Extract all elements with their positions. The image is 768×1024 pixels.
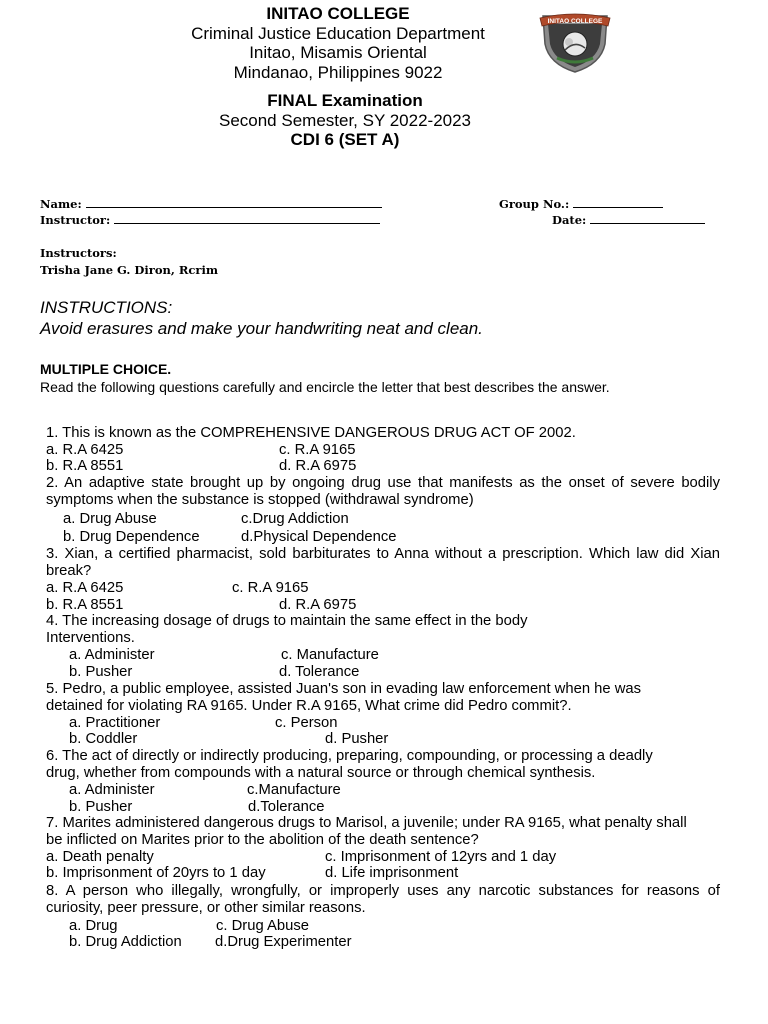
name-field — [40, 197, 382, 211]
question-6-stem: 6. The act of directly or indirectly producing, preparing, compounding, or processing a deadly — [46, 748, 653, 764]
question-6-stem-continued: drug, whether from compounds with a natural source or through chemical synthesis. — [46, 765, 596, 781]
instructor-blank[interactable] — [114, 213, 380, 224]
instructors-label: Instructors: — [40, 246, 117, 260]
question-4-stem-continued: Interventions. — [46, 630, 135, 646]
question-6-option-a[interactable]: a. Administer — [69, 782, 155, 798]
question-4-option-c[interactable]: c. Manufacture — [281, 647, 379, 663]
question-3-stem: 3. Xian, a certified pharmacist, sold barbiturates to Anna without a prescription. Which law did Xian break? — [46, 546, 720, 579]
question-8-option-b[interactable]: b. Drug Addiction — [69, 934, 182, 950]
question-5-stem-continued: detained for violating RA 9165. Under R.A 9165, What crime did Pedro commit?. — [46, 698, 572, 714]
question-2-option-c[interactable]: c.Drug Addiction — [241, 511, 349, 527]
question-5-stem: 5. Pedro, a public employee, assisted Juan's son in evading law enforcement when he was — [46, 681, 642, 697]
question-1-option-b[interactable]: b. R.A 8551 — [46, 458, 124, 474]
question-3-option-d[interactable]: d. R.A 6975 — [279, 597, 357, 613]
name-blank[interactable] — [86, 197, 382, 208]
question-2-option-d[interactable]: d.Physical Dependence — [241, 529, 397, 545]
seal-text: INITAO COLLEGE — [547, 18, 603, 25]
section-directions: Read the following questions carefully and encircle the letter that best describes the answer. — [40, 379, 610, 395]
group-field — [499, 197, 663, 211]
question-1-stem: 1. This is known as the COMPREHENSIVE DANGEROUS DRUG ACT OF 2002. — [46, 425, 576, 441]
region-address: Mindanao, Philippines 9022 — [233, 62, 443, 82]
exam-course: CDI 6 (SET A) — [290, 130, 400, 149]
question-7-option-a[interactable]: a. Death penalty — [46, 849, 154, 865]
college-name: INITAO COLLEGE — [266, 4, 410, 23]
question-4-option-b[interactable]: b. Pusher — [69, 664, 133, 680]
question-1-option-a[interactable]: a. R.A 6425 — [46, 442, 124, 458]
instructions-text: Avoid erasures and make your handwriting neat and clean. — [40, 319, 483, 338]
question-5-option-b[interactable]: b. Coddler — [69, 731, 138, 747]
question-3-option-a[interactable]: a. R.A 6425 — [46, 580, 124, 596]
question-2-stem: 2. An adaptive state brought up by ongoing drug use that manifests as the onset of severe bodily symptoms when the substance is stopped (withdrawal syndrome) — [46, 475, 720, 508]
department-name: Criminal Justice Education Department — [191, 23, 485, 43]
question-7-option-b[interactable]: b. Imprisonment of 20yrs to 1 day — [46, 865, 266, 881]
question-2-option-a[interactable]: a. Drug Abuse — [63, 511, 157, 527]
group-label: Group No.: — [499, 197, 570, 211]
question-6-option-b[interactable]: b. Pusher — [69, 799, 133, 815]
question-5-option-c[interactable]: c. Person — [275, 715, 338, 731]
instructions-title: INSTRUCTIONS: — [40, 298, 173, 317]
question-1-option-c[interactable]: c. R.A 9165 — [279, 442, 356, 458]
question-4-option-a[interactable]: a. Administer — [69, 647, 155, 663]
question-6-option-c[interactable]: c.Manufacture — [247, 782, 341, 798]
question-8-option-a[interactable]: a. Drug — [69, 918, 118, 934]
exam-semester: Second Semester, SY 2022-2023 — [218, 110, 472, 130]
question-3-option-c[interactable]: c. R.A 9165 — [232, 580, 309, 596]
section-title: MULTIPLE CHOICE. — [40, 361, 172, 377]
question-2-option-b[interactable]: b. Drug Dependence — [63, 529, 200, 545]
date-label: Date: — [552, 213, 587, 227]
group-blank[interactable] — [573, 197, 663, 208]
question-8-option-d[interactable]: d.Drug Experimenter — [215, 934, 352, 950]
instructor-name: Trisha Jane G. Diron, Rcrim — [40, 263, 219, 277]
exam-title: FINAL Examination — [267, 91, 423, 110]
question-6-option-d[interactable]: d.Tolerance — [248, 799, 325, 815]
question-5-option-a[interactable]: a. Practitioner — [69, 715, 161, 731]
exam-header — [120, 91, 570, 150]
date-field — [552, 213, 705, 227]
date-blank[interactable] — [590, 213, 705, 224]
question-3-option-b[interactable]: b. R.A 8551 — [46, 597, 124, 613]
question-7-stem-continued: be inflicted on Marites prior to the abolition of the death sentence? — [46, 832, 479, 848]
question-5-option-d[interactable]: d. Pusher — [325, 731, 389, 747]
instructor-field — [40, 213, 380, 227]
question-7-option-d[interactable]: d. Life imprisonment — [325, 865, 459, 881]
school-header — [120, 4, 556, 82]
college-seal-icon — [535, 10, 615, 74]
question-8-option-c[interactable]: c. Drug Abuse — [216, 918, 309, 934]
question-7-option-c[interactable]: c. Imprisonment of 12yrs and 1 day — [325, 849, 557, 865]
question-4-option-d[interactable]: d. Tolerance — [279, 664, 360, 680]
question-4-stem: 4. The increasing dosage of drugs to maintain the same effect in the body — [46, 613, 528, 629]
town-address: Initao, Misamis Oriental — [249, 43, 427, 62]
question-8-stem: 8. A person who illegally, wrongfully, or improperly uses any narcotic substances for reasons of curiosity, peer pressure, or other similar reasons. — [46, 883, 720, 916]
question-1-option-d[interactable]: d. R.A 6975 — [279, 458, 357, 474]
question-7-stem: 7. Marites administered dangerous drugs to Marisol, a juvenile; under RA 9165, what penalty shall — [46, 815, 687, 831]
name-label: Name: — [40, 197, 82, 211]
instructor-label: Instructor: — [40, 213, 111, 227]
